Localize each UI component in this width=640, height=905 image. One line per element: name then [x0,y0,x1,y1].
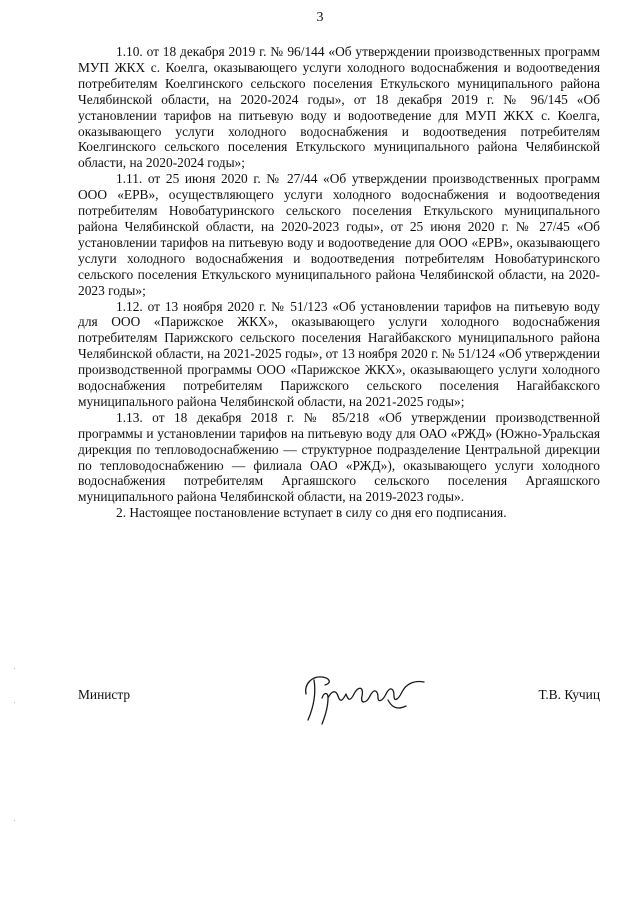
scan-speck [14,668,15,669]
handwritten-signature [292,668,442,728]
signatory-name: Т.В. Кучиц [538,687,600,702]
document-body [78,44,600,521]
paragraph-1-13: 1.13. от 18 декабря 2018 г. № 85/218 «Об утверждении производственной программы и установлении тарифов на питьевую воду для ОАО «РЖД» (Южно-Уральская дирекция по тепловодоснабжению — структурное подразделение Центральной дирекции по тепловодоснабжению — филиала ОАО «РЖД»), оказывающего услуги холодного водоснабжения потребителям Аргаяшского сельского поселения Аргаяшского муниципального района Челябинской области, на 2019-2023 годы». [78,409,600,505]
signature-block [78,668,600,728]
paragraph-2-effective-date: 2. Настоящее постановление вступает в силу со дня его подписания. [116,505,507,521]
paragraph-1-12: 1.12. от 13 ноября 2020 г. № 51/123 «Об установлении тарифов на питьевую воду для ООО «Парижское ЖКХ», оказывающего услуги холодного водоснабжения потребителям Парижского сельского поселения Нагайбакского муниципального района Челябинской области, на 2021-2025 годы», от 13 ноября 2020 г. № 51/124 «Об утверждении производственной программы ООО «Парижское ЖКХ», оказывающего услуги холодного водоснабжения потребителям Парижского сельского поселения Нагайбакского муниципального района Челябинской области, на 2021-2025 годы»; [78,298,600,409]
page-number: 3 [316,10,324,25]
scan-speck [14,702,15,703]
signatory-title: Министр [78,687,131,702]
paragraph-1-10: 1.10. от 18 декабря 2019 г. № 96/144 «Об утверждении производственных программ МУП ЖКХ с. Коелга, оказывающего услуги холодного водоснабжения и водоотведения потребителям Коелгинского сельского поселения Еткульского муниципального района Челябинской области, на 2020-2024 годы», от 18 декабря 2019 г. № 96/145 «Об установлении тарифов на питьевую воду и водоотведение для МУП ЖКХ с. Коелга, оказывающего услуги холодного водоснабжения и водоотведения потребителям Коелгинского сельского поселения Еткульского муниципального района Челябинской области, на 2020-2024 годы»; [78,44,600,171]
paragraph-1-11: 1.11. от 25 июня 2020 г. № 27/44 «Об утверждении производственных программ ООО «ЕРВ», осуществляющего услуги холодного водоснабжения и водоотведения потребителям Новобатуринского сельского поселения Еткульского муниципального района Челябинской области, на 2020-2023 годы», от 25 июня 2020 г. № 27/45 «Об установлении тарифов на питьевую воду и водоотведение для ООО «ЕРВ», оказывающего услуги холодного водоснабжения и водоотведения потребителям Новобатуринского сельского поселения Еткульского муниципального района Челябинской области, на 2020-2023 годы»; [78,171,600,298]
scan-speck [14,820,15,821]
